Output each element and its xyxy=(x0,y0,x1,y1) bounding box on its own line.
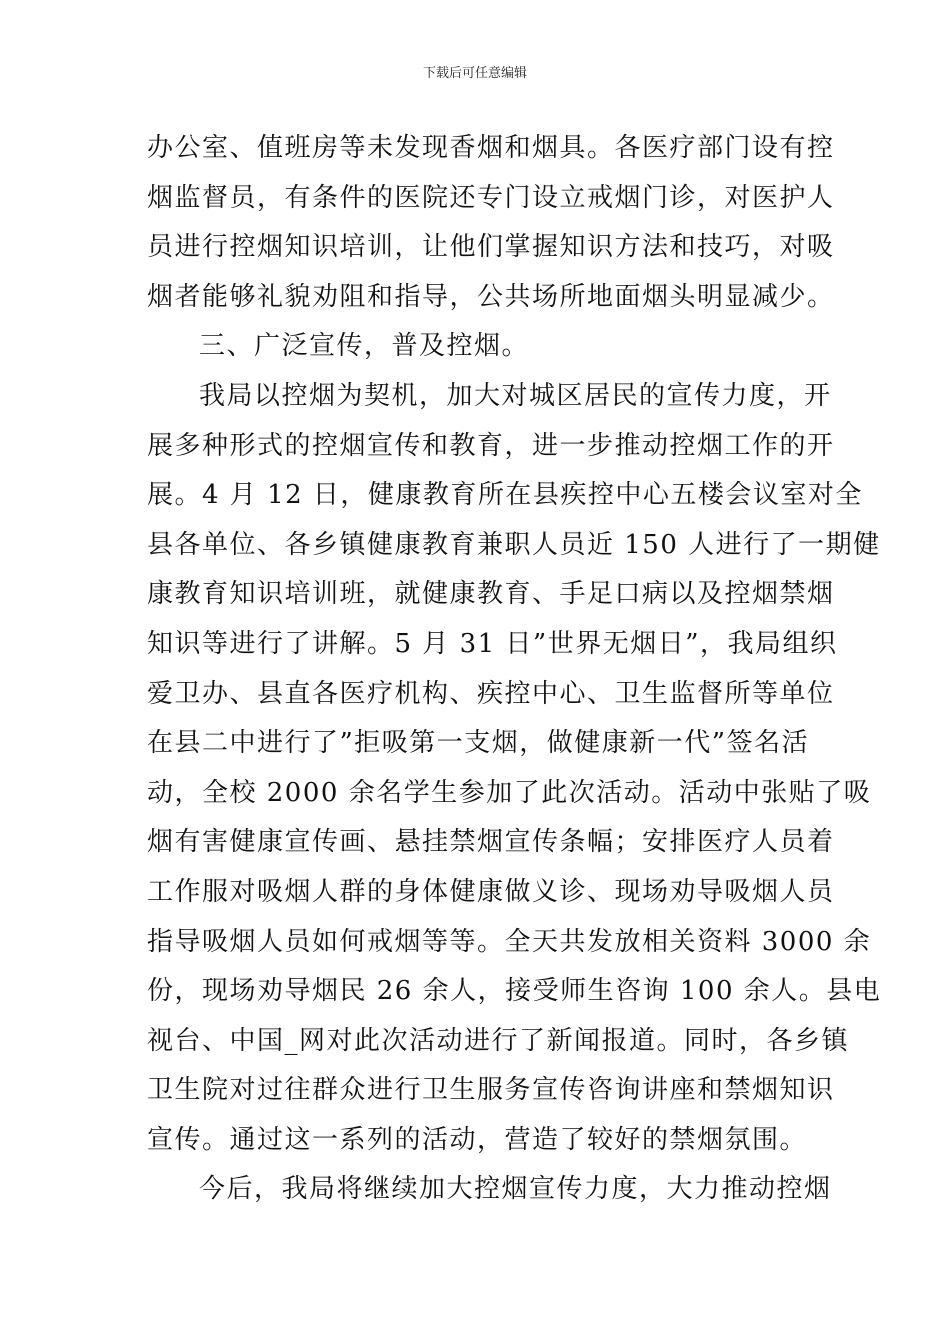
text-line: 工作服对吸烟人群的身体健康做义诊、现场劝导吸烟人员 xyxy=(147,876,835,907)
paragraph-start-line: 我局以控烟为契机，加大对城区居民的宣传力度，开 xyxy=(199,380,832,411)
text-line: 视台、中国_网对此次活动进行了新闻报道。同时，各乡镇 xyxy=(147,1025,850,1056)
section-heading: 三、广泛宣传，普及控烟。 xyxy=(199,331,530,362)
text-line: 县各单位、各乡镇健康教育兼职人员近 150 人进行了一期健 xyxy=(147,529,881,560)
text-line: 展多种形式的控烟宣传和教育，进一步推动控烟工作的开 xyxy=(147,430,835,461)
text-line: 份，现场劝导烟民 26 余人，接受师生咨询 100 余人。县电 xyxy=(147,976,882,1007)
text-line: 卫生院对过往群众进行卫生服务宣传咨询讲座和禁烟知识 xyxy=(147,1075,835,1106)
page-header: 下载后可任意编辑 xyxy=(422,66,527,81)
text-line: 烟监督员，有条件的医院还专门设立戒烟门诊，对医护人 xyxy=(147,182,835,213)
text-line: 烟者能够礼貌劝阻和指导，公共场所地面烟头明显减少。 xyxy=(147,281,835,312)
text-line: 烟有害健康宣传画、悬挂禁烟宣传条幅；安排医疗人员着 xyxy=(147,827,835,858)
document-body xyxy=(147,124,882,1215)
text-line: 指导吸烟人员如何戒烟等等。全天共发放相关资料 3000 余 xyxy=(147,926,872,957)
text-line: 员进行控烟知识培训，让他们掌握知识方法和技巧，对吸 xyxy=(147,232,835,263)
text-line: 办公室、值班房等未发现香烟和烟具。各医疗部门设有控 xyxy=(147,133,835,163)
text-line: 在县二中进行了”拒吸第一支烟，做健康新一代”签名活 xyxy=(147,728,810,759)
text-line: 爱卫办、县直各医疗机构、疾控中心、卫生监督所等单位 xyxy=(147,678,835,709)
text-line: 知识等进行了讲解。5 月 31 日”世界无烟日”，我局组织 xyxy=(147,628,838,659)
text-line: 展。4 月 12 日，健康教育所在县疾控中心五楼会议室对全 xyxy=(147,480,863,511)
text-line: 康教育知识培训班，就健康教育、手足口病以及控烟禁烟 xyxy=(147,579,835,610)
paragraph-start-line: 今后，我局将继续加大控烟宣传力度，大力推动控烟 xyxy=(199,1174,832,1205)
text-line: 宣传。通过这一系列的活动，营造了较好的禁烟氛围。 xyxy=(147,1124,808,1155)
text-line: 动，全校 2000 余名学生参加了此次活动。活动中张贴了吸 xyxy=(147,777,872,808)
